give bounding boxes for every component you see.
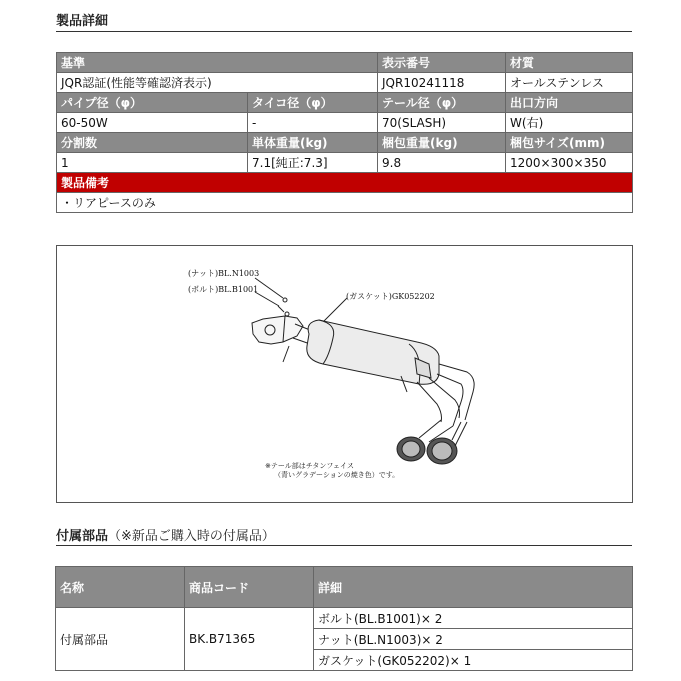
value-product-remarks: ・リアピースのみ — [57, 193, 633, 213]
header-packed-weight: 梱包重量(kg) — [378, 133, 506, 153]
header-standard: 基準 — [57, 53, 378, 73]
header-details: 詳細 — [314, 567, 633, 608]
header-display-number: 表示番号 — [378, 53, 506, 73]
accessories-divider — [56, 545, 632, 546]
accessories-table — [55, 566, 633, 671]
header-pipe-diameter: パイプ径（φ） — [57, 93, 248, 113]
header-package-size: 梱包サイズ(mm) — [506, 133, 633, 153]
value-accessory-name: 付属部品 — [56, 608, 185, 671]
header-tail-diameter: テール径（φ） — [378, 93, 506, 113]
label-nut: (ナット)BL.N1003 — [188, 269, 260, 278]
header-exit-direction: 出口方向 — [506, 93, 633, 113]
diagram-note-line1: ※テール部はチタンフェイス — [265, 462, 354, 470]
header-product-code: 商品コード — [185, 567, 314, 608]
value-material: オールステンレス — [506, 73, 633, 93]
header-product-remarks: 製品備考 — [57, 173, 633, 193]
section-divider — [56, 31, 632, 32]
detail-nut: ナット(BL.N1003)× 2 — [314, 629, 633, 650]
accessories-title-bold: 付属部品 — [56, 529, 109, 544]
value-silencer-diameter: - — [248, 113, 378, 133]
header-unit-weight: 単体重量(kg) — [248, 133, 378, 153]
value-pipe-diameter: 60-50W — [57, 113, 248, 133]
label-bolt: (ボルト)BL.B1001 — [188, 285, 259, 294]
value-packed-weight: 9.8 — [378, 153, 506, 173]
header-split-count: 分割数 — [57, 133, 248, 153]
value-standard: JQR認証(性能等確認済表示) — [57, 73, 378, 93]
exhaust-diagram — [56, 245, 633, 503]
value-display-number: JQR10241118 — [378, 73, 506, 93]
diagram-note-line2: （青いグラデーションの焼き色）です。 — [274, 471, 400, 479]
label-gasket: (ガスケット)GK052202 — [346, 292, 435, 301]
spec-table — [56, 52, 633, 213]
value-package-size: 1200×300×350 — [506, 153, 633, 173]
detail-bolt: ボルト(BL.B1001)× 2 — [314, 608, 633, 629]
value-exit-direction: W(右) — [506, 113, 633, 133]
value-tail-diameter: 70(SLASH) — [378, 113, 506, 133]
section-title-product-details: 製品詳細 — [56, 14, 109, 29]
header-silencer-diameter: タイコ径（φ） — [248, 93, 378, 113]
accessories-title-note: （※新品ご購入時の付属品） — [108, 529, 275, 544]
detail-gasket: ガスケット(GK052202)× 1 — [314, 650, 633, 671]
value-unit-weight: 7.1[純正:7.3] — [248, 153, 378, 173]
header-material: 材質 — [506, 53, 633, 73]
accessories-title — [56, 525, 275, 544]
value-split-count: 1 — [57, 153, 248, 173]
header-name: 名称 — [56, 567, 185, 608]
value-accessory-code: BK.B71365 — [185, 608, 314, 671]
